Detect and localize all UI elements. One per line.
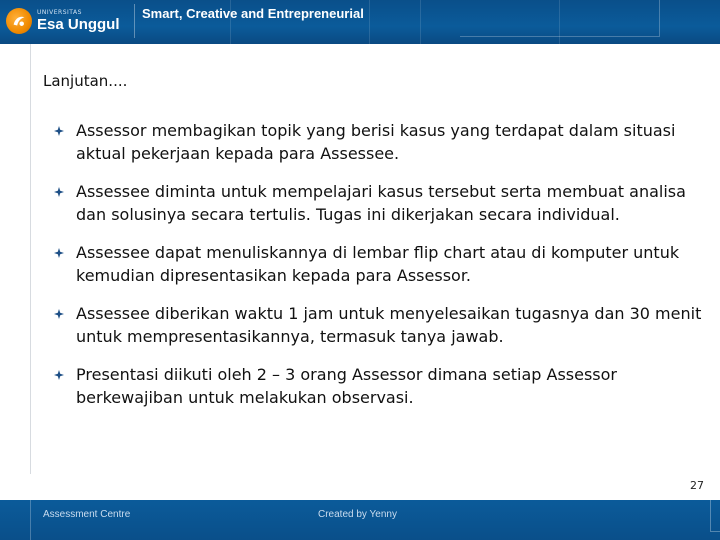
star-bullet-icon bbox=[54, 309, 64, 319]
header-frame-line bbox=[460, 36, 660, 37]
logo-name: Esa Unggul bbox=[37, 16, 120, 33]
bullet-item bbox=[54, 241, 704, 287]
footer-bar bbox=[0, 500, 720, 540]
logo-emblem-icon bbox=[6, 8, 32, 34]
bullet-item bbox=[54, 180, 704, 226]
slide-subtitle: Lanjutan.... bbox=[43, 72, 128, 90]
star-bullet-icon bbox=[54, 126, 64, 136]
bullet-text: Assessee dapat menuliskannya di lembar flip chart atau di komputer untuk kemudian dipresentasikan kepada para Assessor. bbox=[76, 243, 680, 285]
star-bullet-icon bbox=[54, 187, 64, 197]
bullet-text: Assessee diberikan waktu 1 jam untuk menyelesaikan tugasnya dan 30 menit untuk mempresentasikannya, termasuk tanya jawab. bbox=[76, 304, 702, 346]
logo-subtext: UNIVERSITAS bbox=[37, 9, 82, 16]
bullet-item bbox=[54, 119, 704, 165]
bullet-item bbox=[54, 363, 704, 409]
star-bullet-icon bbox=[54, 248, 64, 258]
star-bullet-icon bbox=[54, 370, 64, 380]
footer-frame-box bbox=[710, 500, 720, 532]
footer-author: Created by Yenny bbox=[318, 509, 397, 520]
bullet-text: Assessee diminta untuk mempelajari kasus tersebut serta membuat analisa dan solusinya secara tertulis. Tugas ini dikerjakan secara individual. bbox=[76, 182, 686, 224]
footer-frame-line bbox=[30, 500, 31, 540]
left-margin-line bbox=[30, 44, 31, 474]
bullet-item bbox=[54, 302, 704, 348]
header-bar bbox=[0, 0, 720, 44]
header-divider bbox=[134, 4, 135, 38]
header-tagline: Smart, Creative and Entrepreneurial bbox=[142, 6, 364, 21]
bullet-list bbox=[54, 119, 704, 424]
bullet-text: Assessor membagikan topik yang berisi kasus yang terdapat dalam situasi aktual pekerjaan kepada para Assessee. bbox=[76, 121, 676, 163]
page-number: 27 bbox=[690, 479, 704, 492]
university-logo bbox=[6, 6, 130, 36]
bullet-text: Presentasi diikuti oleh 2 – 3 orang Assessor dimana setiap Assessor berkewajiban untuk melakukan observasi. bbox=[76, 365, 617, 407]
footer-course-name: Assessment Centre bbox=[43, 509, 131, 520]
header-decoration bbox=[420, 0, 560, 44]
header-frame-line bbox=[659, 0, 660, 36]
